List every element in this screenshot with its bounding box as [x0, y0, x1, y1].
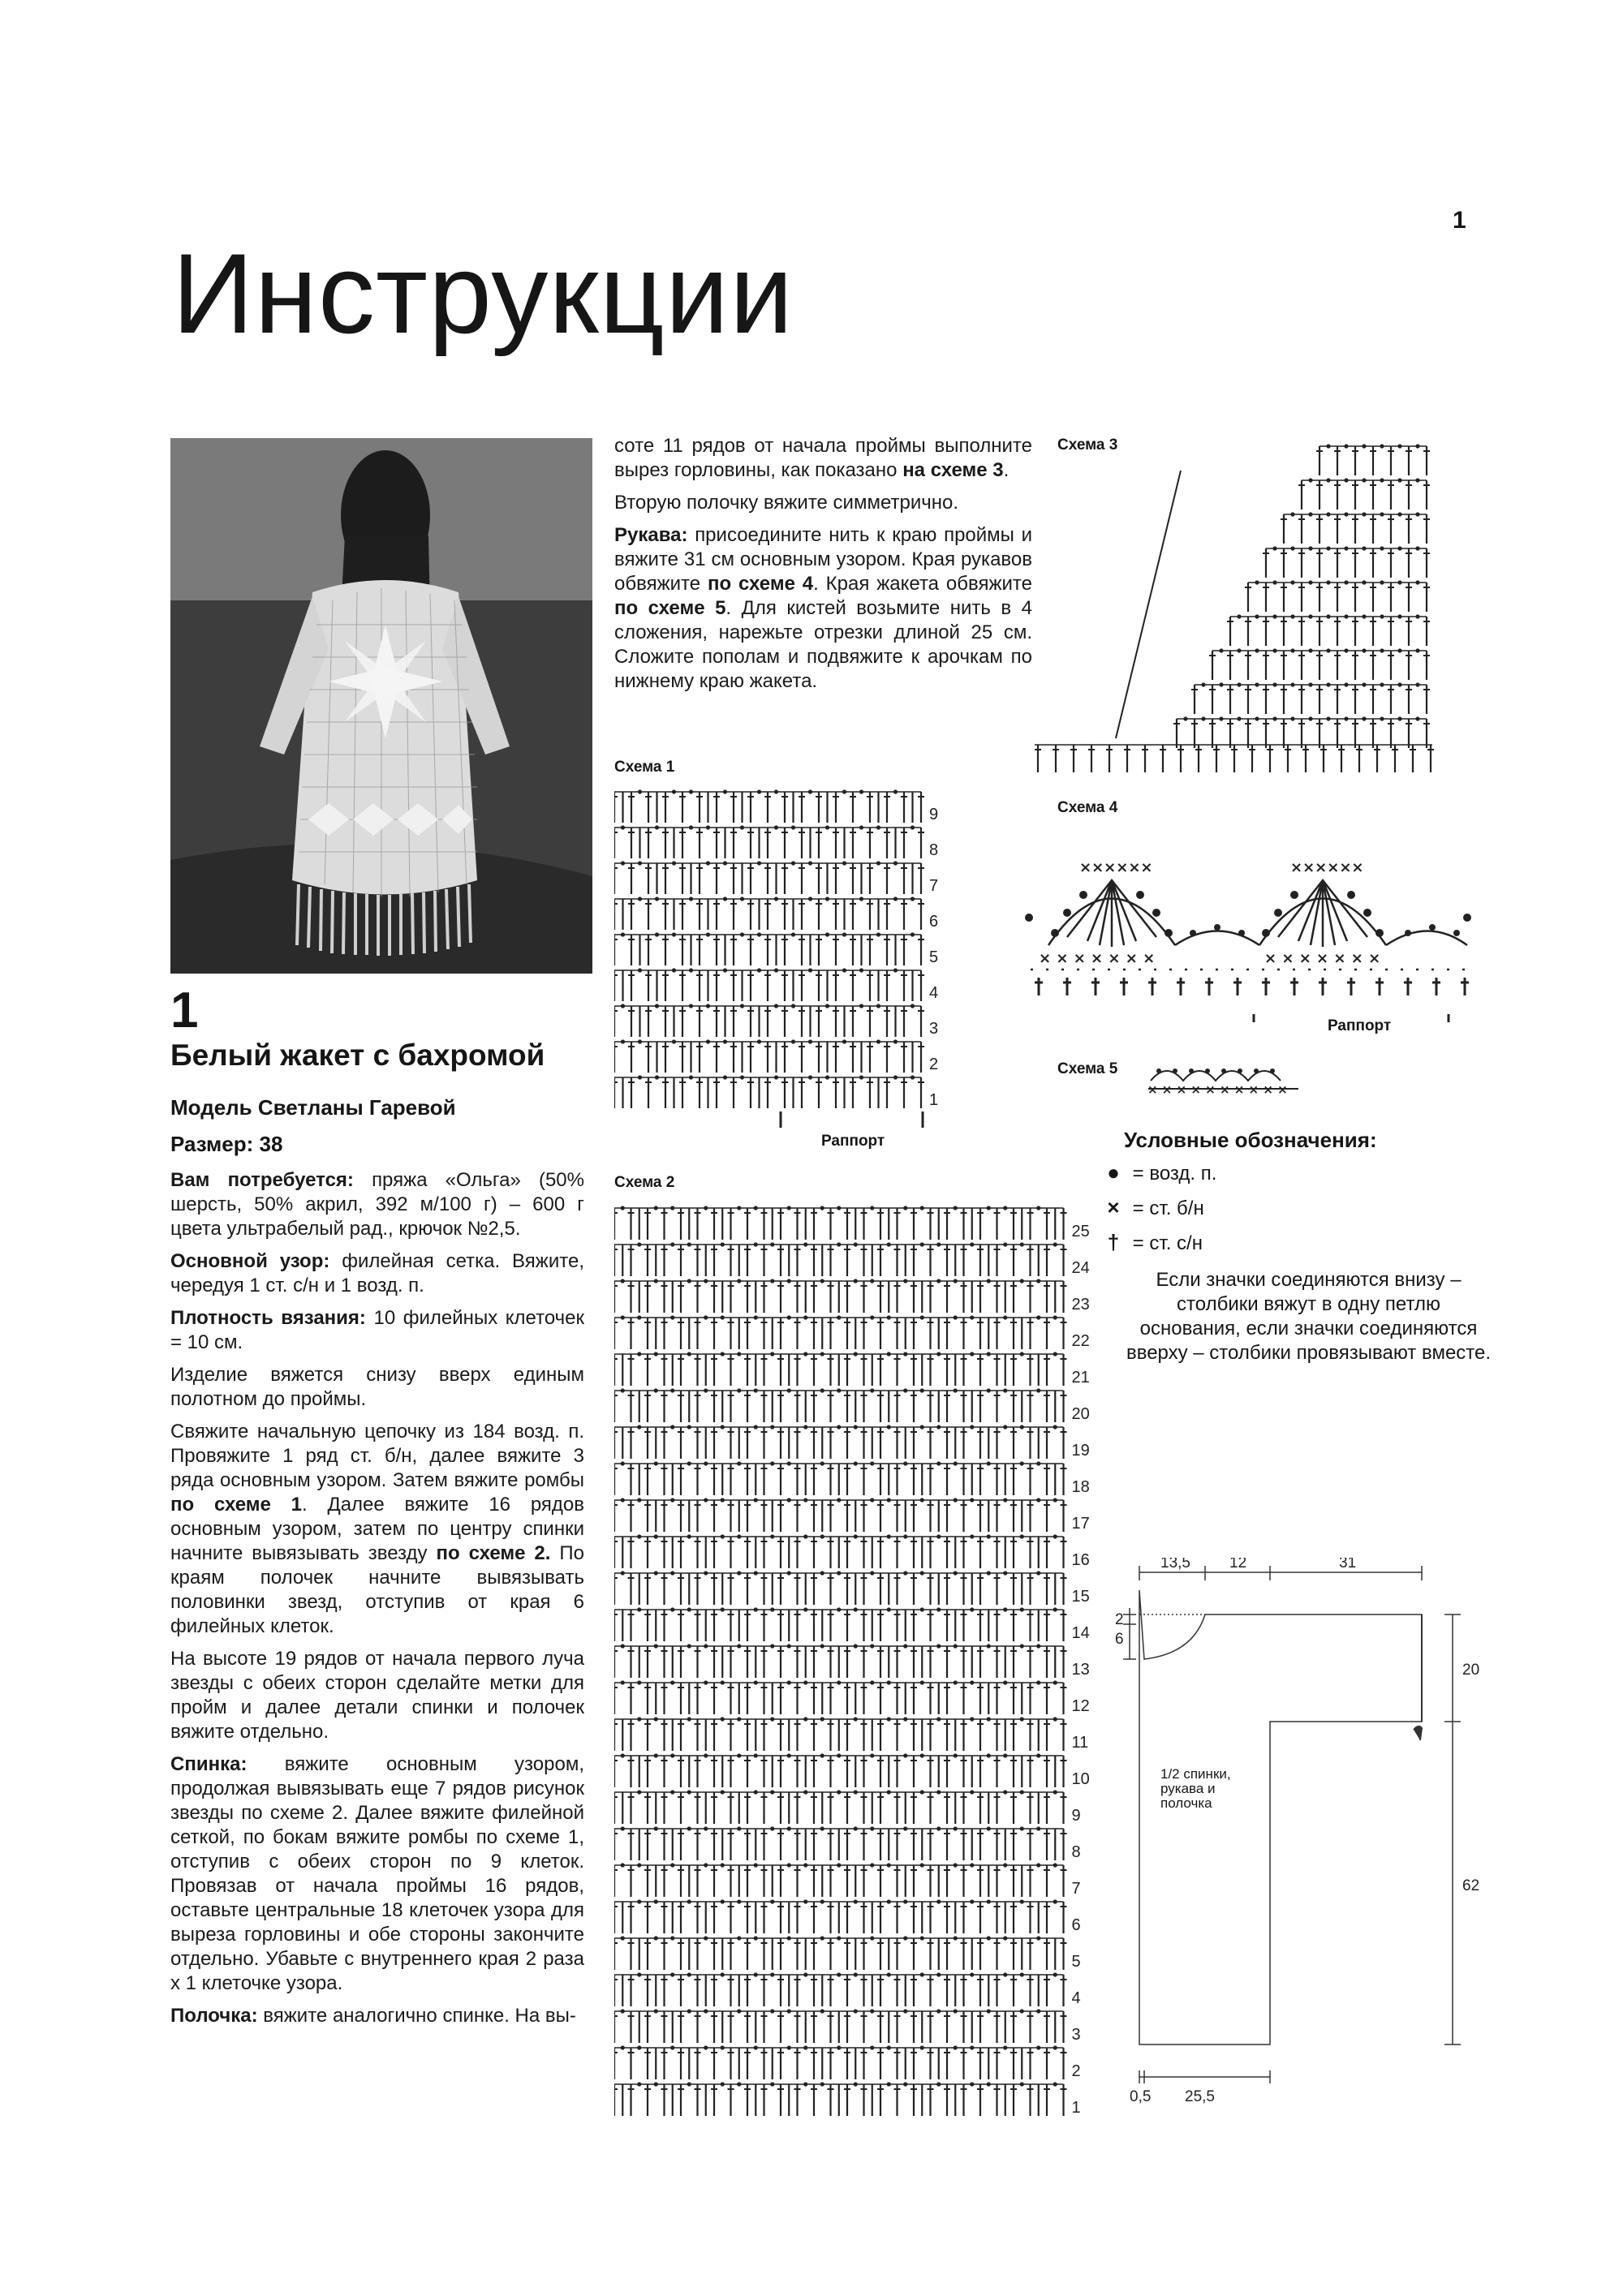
schema-2-row-number: 21	[1071, 1369, 1090, 1387]
schema-2-row-number: 10	[1071, 1770, 1090, 1788]
back-paragraph: Спинка: вяжите основным узором, продолжая вывязывать еще 7 рядов рисунок звезды по схеме 2. Далее вяжите филейной сеткой, по бокам вяжите ромбы по схеме 1, отступив с обеих сторон по 9 клеток. Провязав от начала проймы 16 рядов, оставьте центральные 18 клеточек узора для выреза горловины и обе стороны закончите отдельно. Убавьте с внутреннего края 2 раза х 1 клеточке узора.	[170, 1753, 585, 1994]
dim-2: 2	[1115, 1611, 1124, 1628]
photo-illustration	[170, 438, 592, 974]
schema-2-row-number: 24	[1071, 1259, 1090, 1277]
schema-1-row-number: 9	[929, 806, 939, 823]
schema-2-row	[614, 1607, 1067, 1641]
dim-20: 20	[1462, 1662, 1480, 1679]
second-front-paragraph: Вторую полочку вяжите симметрично.	[614, 492, 959, 514]
schema-2-row	[614, 1717, 1067, 1751]
schema-1-label: Схема 1	[614, 759, 675, 776]
schema-3-row	[1298, 478, 1430, 510]
schema-2-row-number: 4	[1071, 1989, 1081, 2007]
schema-2-row-number: 12	[1071, 1697, 1090, 1715]
dim-31: 31	[1339, 1558, 1357, 1572]
schema-3-row	[1173, 716, 1430, 748]
schema-1-row-number: 5	[929, 948, 939, 966]
sleeves-paragraph: Рукава: присоедините нить к краю проймы и вяжите 31 см основным узором. Края рукавов обвяжите по схеме 4. Края жакета обвяжите по схеме 5. Для кистей возьмите нить в 4 сложения, нарежьте отрезки длиной 25 см. Сложите пополам и подвяжите к арочкам по нижнему краю жакета.	[614, 524, 1032, 692]
pattern-paragraph: Основной узор: филейная сетка. Вяжите, чередуя 1 ст. с/н и 1 возд. п.	[170, 1250, 584, 1296]
schema-2-row	[614, 1315, 1067, 1349]
legend-item-sc: × = ст. б/н	[1100, 1195, 1204, 1220]
schema-2-row-number: 8	[1071, 1843, 1081, 1861]
schema-2-row-number: 23	[1071, 1296, 1090, 1314]
schema-1-row	[614, 896, 924, 930]
page-title: Инструкции	[172, 230, 794, 357]
schema-2-row	[614, 1534, 1067, 1568]
schema-1-row-number: 1	[929, 1091, 939, 1109]
schema-2-row	[614, 2009, 1067, 2043]
schema-2-row-number: 3	[1071, 2026, 1081, 2044]
garment-pattern-diagram	[1112, 1558, 1493, 2118]
schema-2-row-number: 22	[1071, 1332, 1090, 1350]
svg-text:× × × × × × × × × ×: × × × × × × × × × ×	[1147, 1082, 1288, 1097]
schema-1-rapport: Раппорт	[821, 1133, 885, 1150]
schema-3-row	[1227, 614, 1430, 646]
garment-diagram-label: 1/2 спинки, рукава и полочка	[1160, 1766, 1231, 1811]
legend-title: Условные обозначения:	[1124, 1128, 1377, 1152]
schema-2-row	[614, 1899, 1067, 1933]
schema-2-row-number: 5	[1071, 1953, 1081, 1971]
schema-1-row	[614, 825, 924, 858]
model-title: Белый жакет с бахромой	[170, 1038, 545, 1072]
schema-2-row	[614, 1388, 1067, 1422]
schema-3-row	[1316, 444, 1430, 475]
schema-3-row	[1245, 580, 1430, 612]
schema-2-row	[614, 1863, 1067, 1897]
schema-2-row-number: 15	[1071, 1588, 1090, 1606]
instructions-column-1	[170, 1168, 584, 2036]
schema-4-rapport: Раппорт	[1328, 1017, 1392, 1034]
schema-2-row	[614, 1753, 1067, 1787]
schema-2-row-number: 17	[1071, 1515, 1090, 1533]
schema-1-row-number: 2	[929, 1056, 939, 1073]
schema-3-row	[1209, 648, 1430, 680]
schema-2-row	[614, 1571, 1067, 1605]
schema-3-row	[1263, 546, 1430, 578]
svg-text:× × × × × × ×: × × × × × × ×	[1264, 950, 1381, 967]
schema-1-row-number: 3	[929, 1020, 939, 1038]
schema-2-row-number: 19	[1071, 1442, 1090, 1460]
schema-3-row	[1281, 512, 1430, 544]
schema-2-row	[614, 1790, 1067, 1824]
schema-2-row	[614, 1352, 1067, 1386]
schema-2-row-number: 25	[1071, 1223, 1090, 1240]
legend-note: Если значки соединяются внизу – столбики вяжут в одну петлю основания, если значки соединяются вверху – столбики провязывают вместе.	[1126, 1269, 1492, 1364]
legend-item-chain: ● = возд. п.	[1100, 1160, 1216, 1185]
schema-2-row	[614, 1680, 1067, 1714]
chain-stitch-symbol: ●	[1107, 1160, 1120, 1185]
schema-2-row	[614, 2045, 1067, 2079]
intro-paragraph: Изделие вяжется снизу вверх единым полотном до проймы.	[170, 1364, 584, 1410]
schema-3-base-row	[1035, 745, 1434, 772]
schema-2-row	[614, 1644, 1067, 1678]
schema-2-row-number: 6	[1071, 1916, 1081, 1934]
svg-text:××××××: ××××××	[1079, 859, 1153, 876]
schema-2-label: Схема 2	[614, 1174, 675, 1191]
schema-2-row	[614, 1498, 1067, 1532]
svg-text:× × × × × × ×: × × × × × × ×	[1039, 950, 1156, 967]
schema-2-row	[614, 2082, 1067, 2116]
schema-2-row-number: 2	[1071, 2062, 1081, 2080]
schema-2-row-number: 14	[1071, 1624, 1090, 1642]
schema-2-row-number: 13	[1071, 1661, 1090, 1679]
legend-item-dc: † = ст. с/н	[1100, 1230, 1203, 1255]
start-paragraph: Свяжите начальную цепочку из 184 возд. п. Провяжите 1 ряд ст. б/н, далее вяжите 3 ряда основным узором. Затем вяжите ромбы по схеме 1. Далее вяжите 16 рядов основным узором, затем по центру спинки начните вывязывать звезду по схеме 2. По краям полочек начните вывязывать половинки звезд, отступив от края 6 филейных клеток.	[170, 1421, 585, 1637]
single-crochet-symbol: ×	[1107, 1195, 1120, 1219]
schema-5-chart	[1144, 1055, 1307, 1099]
model-photo	[170, 438, 592, 974]
schema-2-row-number: 16	[1071, 1551, 1090, 1569]
neckline-paragraph: соте 11 рядов от начала проймы выполните вырез горловины, как показано на схеме 3.	[614, 435, 1032, 481]
schema-3-row	[1191, 682, 1430, 714]
schema-1-row	[614, 968, 924, 1001]
schema-2-chart	[614, 1203, 1093, 2128]
dim-0-5: 0,5	[1130, 2088, 1152, 2105]
schema-2-row	[614, 1972, 1067, 2006]
schema-1-row-number: 4	[929, 984, 939, 1002]
schema-1-row	[614, 1004, 924, 1037]
schema-2-row	[614, 1425, 1067, 1459]
schema-4-label: Схема 4	[1057, 799, 1118, 816]
schema-2-row-number: 18	[1071, 1478, 1090, 1496]
page-number: 1	[1453, 207, 1466, 234]
schema-1-row-number: 8	[929, 841, 939, 859]
dim-12: 12	[1229, 1558, 1247, 1572]
schema-1-row-number: 6	[929, 913, 939, 931]
schema-2-row-number: 11	[1071, 1734, 1089, 1752]
materials-paragraph: Вам потребуется: пряжа «Ольга» (50% шерсть, 50% акрил, 392 м/100 г) – 600 г цвета ультрабелый рад., крючок №2,5.	[170, 1169, 584, 1240]
schema-2-row	[614, 1461, 1067, 1495]
dim-6: 6	[1115, 1631, 1124, 1648]
schema-1-row	[614, 1075, 924, 1108]
schema-1-chart	[614, 787, 939, 1128]
model-size: Размер: 38	[170, 1132, 283, 1156]
dim-25-5: 25,5	[1185, 2088, 1215, 2105]
instructions-column-2	[614, 434, 1032, 702]
schema-2-row-number: 1	[1071, 2099, 1081, 2117]
double-crochet-symbol: †	[1107, 1230, 1120, 1254]
schema-1-row	[614, 861, 924, 894]
dim-13-5: 13,5	[1160, 1558, 1190, 1572]
schema-3-label: Схема 3	[1057, 436, 1118, 454]
model-author: Модель Светланы Гаревой	[170, 1095, 456, 1120]
schema-5-label: Схема 5	[1057, 1060, 1118, 1077]
schema-2-row-number: 9	[1071, 1807, 1081, 1825]
schema-2-row-number: 20	[1071, 1405, 1090, 1423]
schema-2-row	[614, 1242, 1067, 1276]
armhole-paragraph: На высоте 19 рядов от начала первого луча звезды с обеих сторон сделайте метки для пройм и далее детали спинки и полочек вяжите отдельно.	[170, 1648, 584, 1743]
schema-4-chart	[1022, 823, 1477, 1022]
schema-2-row	[614, 1826, 1067, 1860]
schema-2-row	[614, 1279, 1067, 1313]
schema-1-row	[614, 789, 924, 823]
schema-1-row	[614, 932, 924, 965]
schema-2-row	[614, 1206, 1067, 1240]
schema-1-row	[614, 1039, 924, 1073]
dim-62: 62	[1462, 1877, 1480, 1894]
model-number: 1	[170, 982, 199, 1038]
schema-2-row-number: 7	[1071, 1880, 1081, 1898]
schema-2-row	[614, 1936, 1067, 1970]
schema-1-row-number: 7	[929, 877, 939, 895]
density-paragraph: Плотность вязания: 10 филейных клеточек = 10 см.	[170, 1307, 584, 1353]
front-paragraph: Полочка: вяжите аналогично спинке. На вы-	[170, 2005, 576, 2027]
schema-3-chart	[1035, 438, 1440, 779]
svg-text:××××××: ××××××	[1290, 859, 1364, 876]
